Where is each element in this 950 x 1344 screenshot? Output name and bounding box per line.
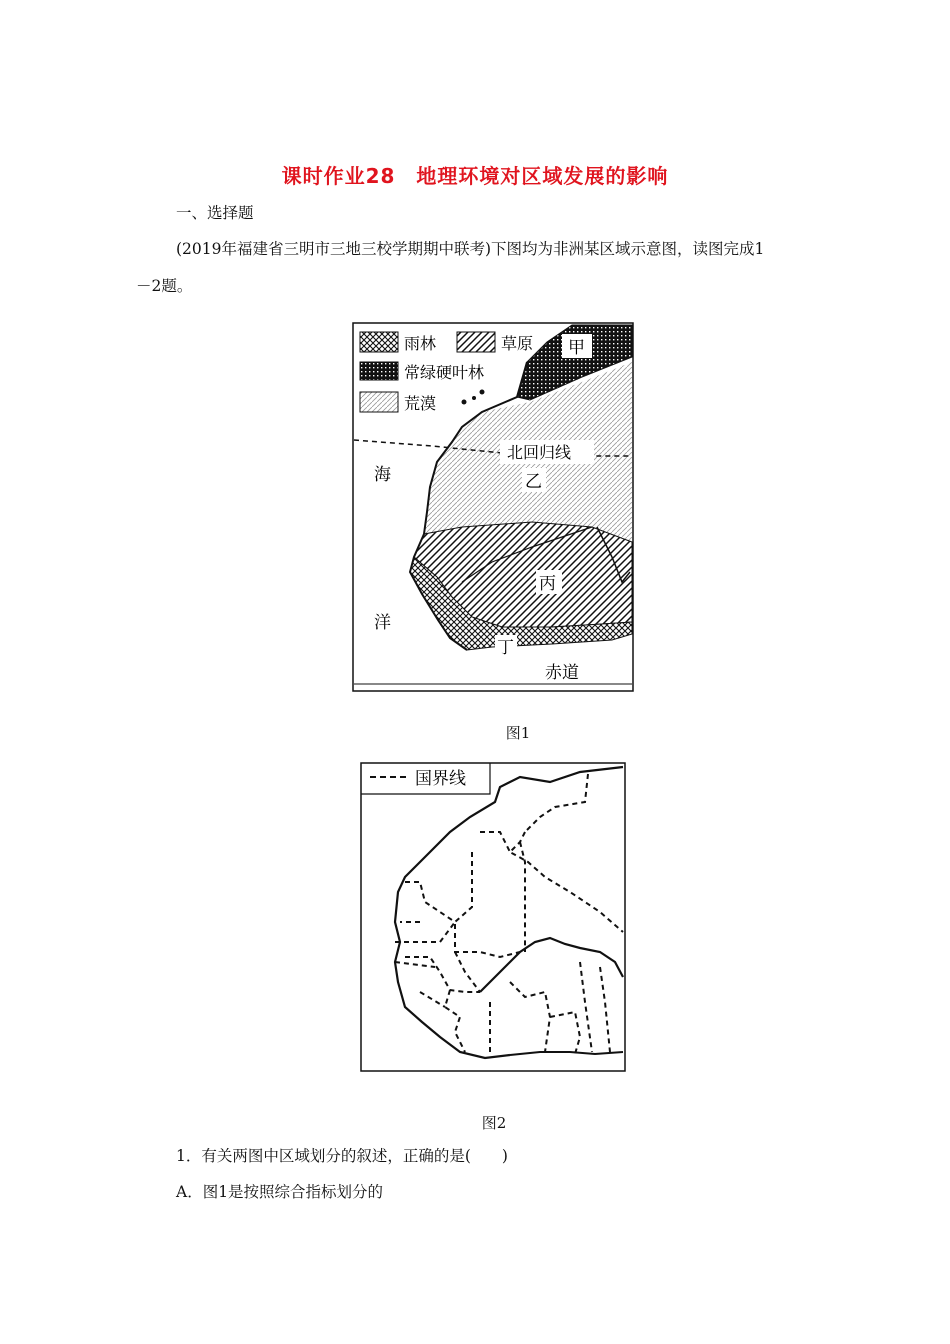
section-heading: 一、选择题 bbox=[176, 204, 254, 222]
figure-2-map bbox=[360, 762, 626, 1072]
legend-border: 国界线 bbox=[415, 769, 466, 789]
legend-rainforest: 雨林 bbox=[404, 334, 437, 353]
legend-grassland: 草原 bbox=[501, 334, 534, 353]
label-ocean-yang: 洋 bbox=[374, 613, 391, 633]
legend-desert: 荒漠 bbox=[404, 394, 437, 413]
question-1-stem: 1．有关两图中区域划分的叙述，正确的是( ) bbox=[176, 1147, 508, 1165]
label-ocean-hai: 海 bbox=[374, 465, 391, 485]
figure-2-caption: 图2 bbox=[481, 1114, 507, 1132]
page-title: 课时作业28 地理环境对区域发展的影响 bbox=[281, 164, 669, 188]
intro-line-2: －2题。 bbox=[136, 277, 193, 295]
label-yi: 乙 bbox=[525, 472, 542, 492]
figure-1-map bbox=[352, 322, 634, 692]
label-ding: 丁 bbox=[497, 638, 514, 658]
label-bing: 丙 bbox=[539, 574, 556, 594]
legend-sclerophyll: 常绿硬叶林 bbox=[404, 363, 485, 382]
label-jia: 甲 bbox=[568, 338, 585, 358]
intro-line-1: (2019年福建省三明市三地三校学期期中联考)下图均为非洲某区域示意图，读图完成1 bbox=[176, 240, 765, 258]
question-1-option-a: A．图1是按照综合指标划分的 bbox=[176, 1183, 384, 1201]
figure-1-caption: 图1 bbox=[505, 724, 531, 742]
label-tropic: 北回归线 bbox=[507, 443, 572, 462]
label-equator: 赤道 bbox=[545, 663, 579, 683]
